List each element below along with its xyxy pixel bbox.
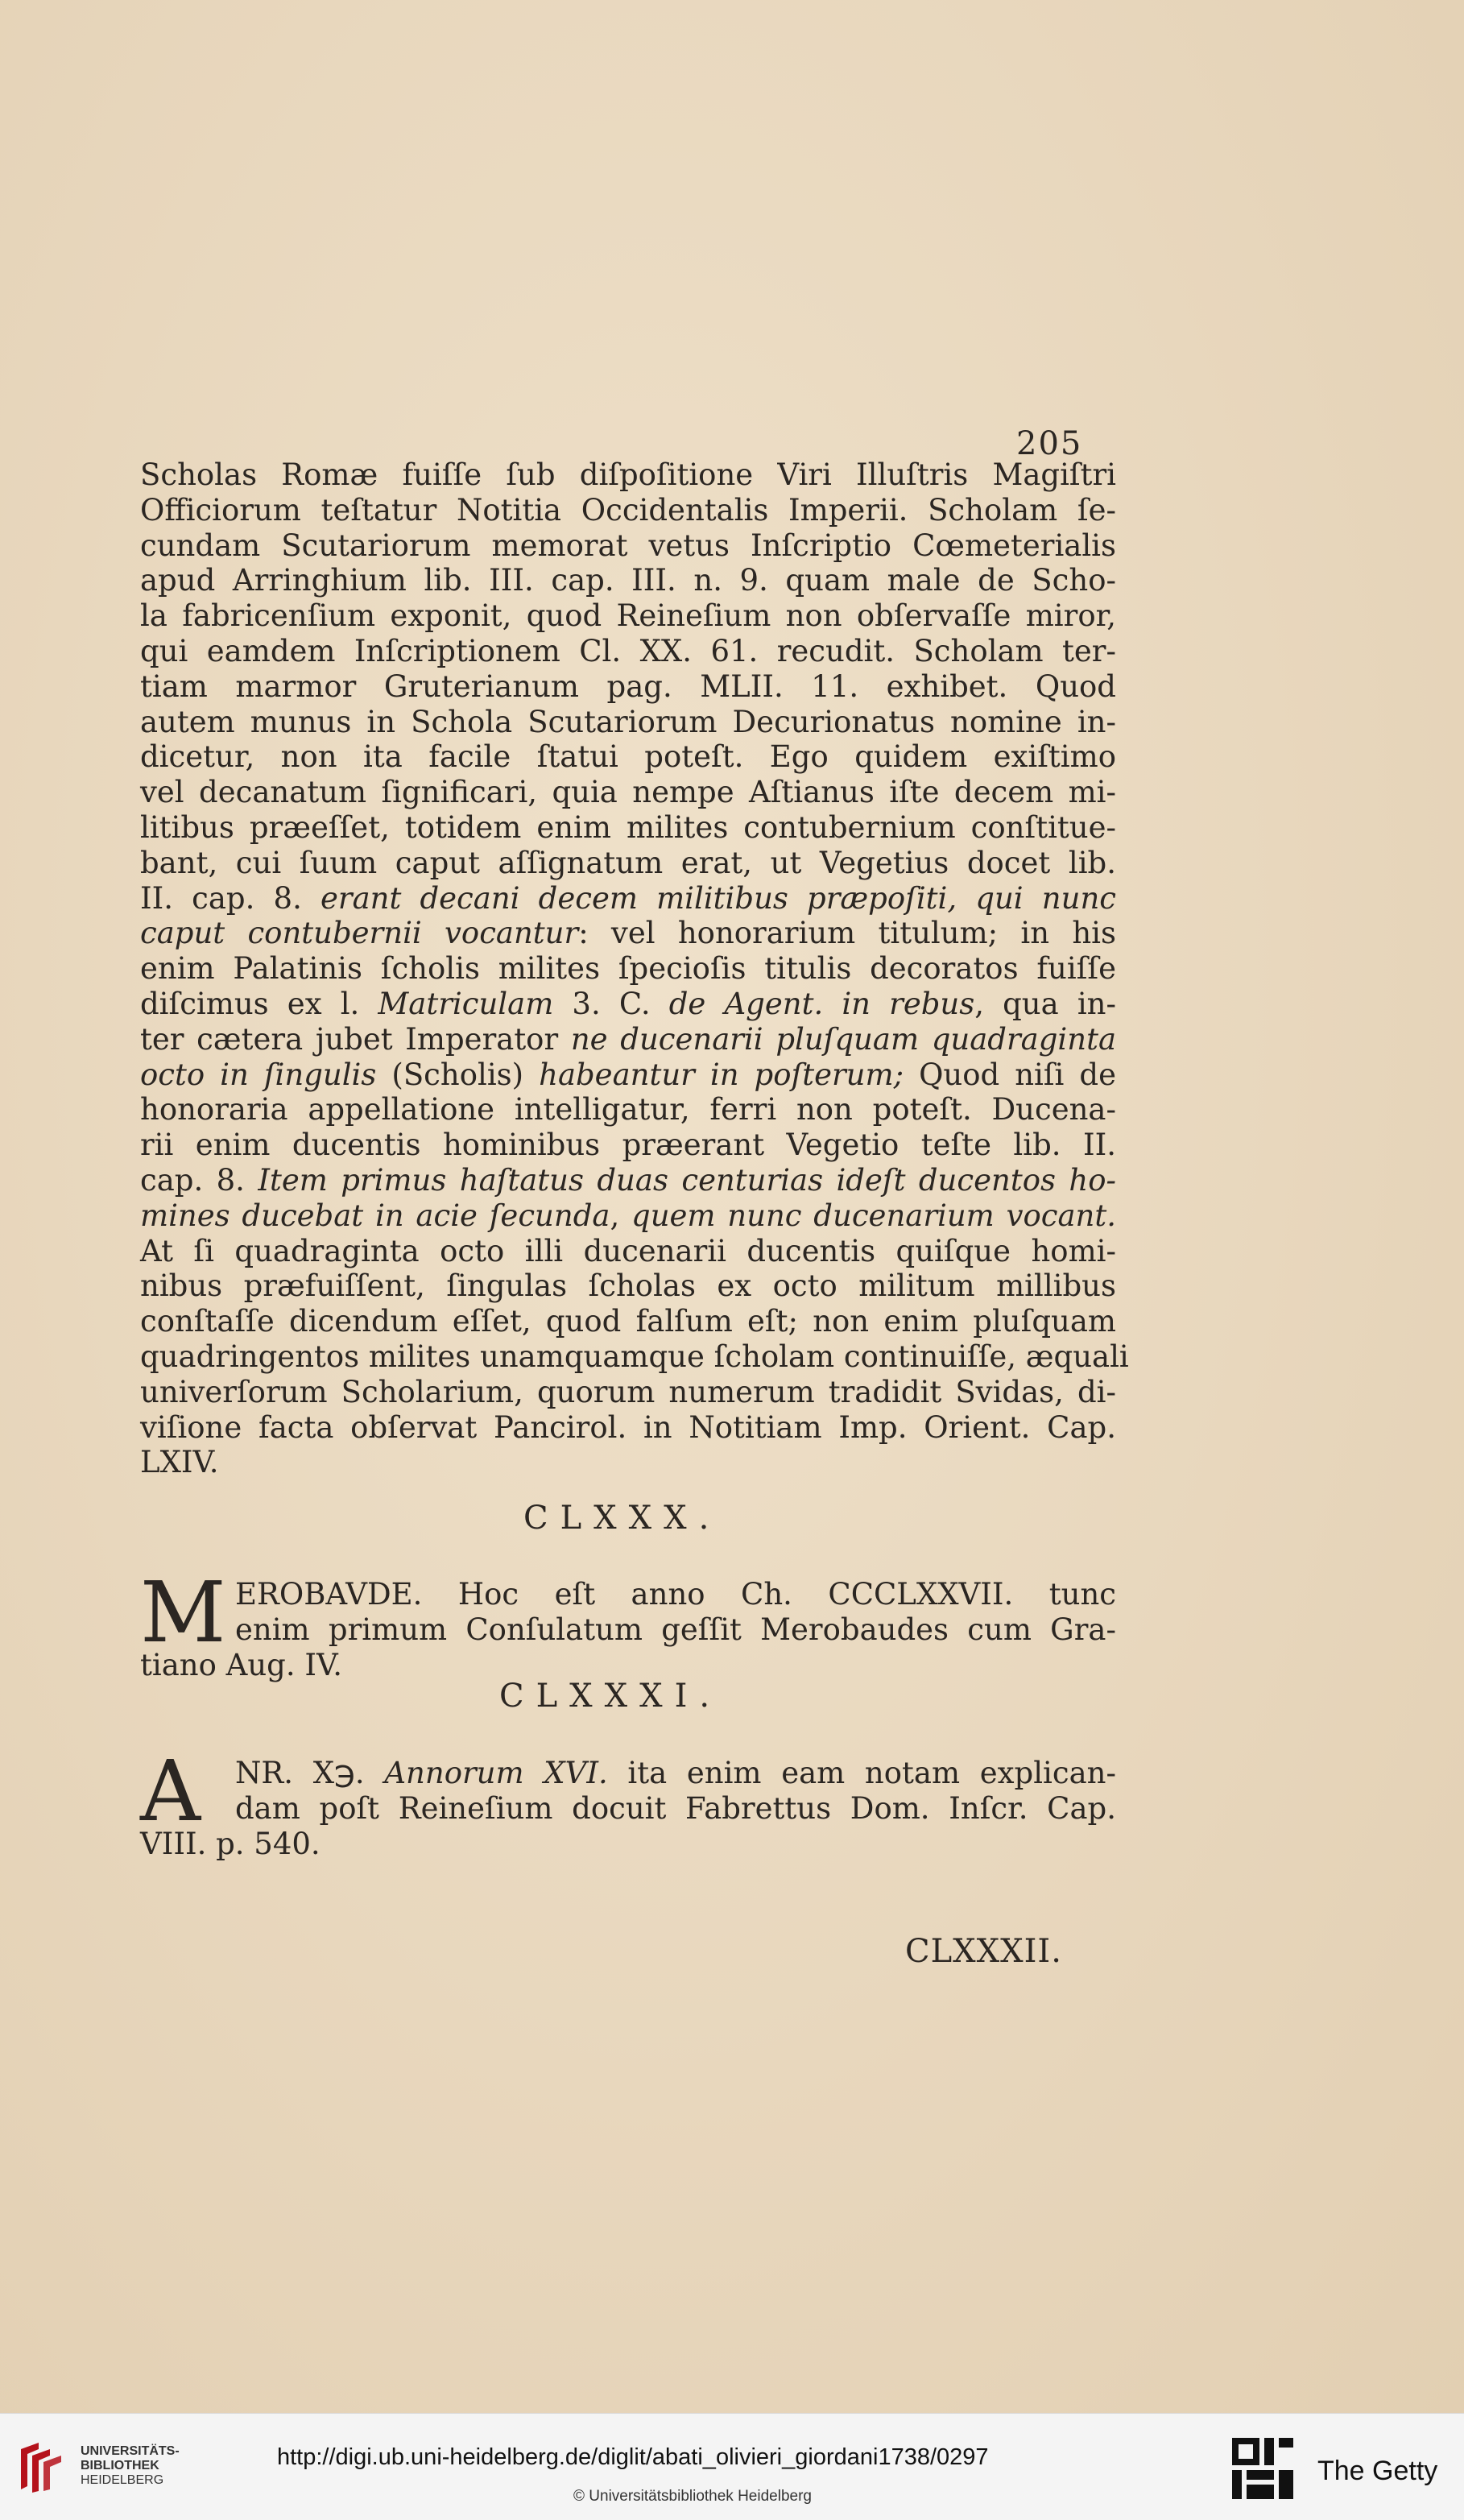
section-entry-180 xyxy=(140,1563,1116,1682)
text-segment: qui eamdem Inſcriptionem Cl. XX. 61. recudit. Scholam ter- xyxy=(140,633,1116,668)
text-segment: dicetur, non ita facile ſtatui poteſt. Ego quidem exiſtimo xyxy=(140,739,1116,775)
text-line xyxy=(140,810,1116,846)
main-paragraph xyxy=(140,457,1129,1480)
getty-logo-icon xyxy=(1232,2438,1293,2499)
drop-cap: M xyxy=(140,1563,226,1661)
italic-segment: Item primus haſtatus duas centurias ideſt ducentos ho- xyxy=(258,1162,1116,1198)
text-line xyxy=(140,1057,1116,1093)
text-segment: Scholas Romæ fuiſſe ſub diſpoſitione Viri Illuſtris Magiſtri xyxy=(140,457,1116,492)
text-line xyxy=(140,669,1116,705)
text-segment: At ſi quadraginta octo illi ducenarii ducentis quiſque homi- xyxy=(140,1233,1116,1268)
text-segment: Quod niſi de xyxy=(904,1057,1116,1092)
italic-segment: caput contubernii vocantur xyxy=(140,916,579,951)
section-entry-181 xyxy=(140,1742,1116,1861)
text-segment: ita enim eam notam explican- xyxy=(607,1756,1116,1790)
text-line xyxy=(140,1268,1116,1304)
text-segment: LXIV. xyxy=(140,1445,219,1480)
text-segment: quadringentos milites unamquamque ſcholam continuiſſe, æquali xyxy=(140,1339,1129,1374)
italic-segment: Annorum XVI. xyxy=(384,1756,608,1790)
text-segment: enim Palatinis ſcholis milites ſpecioſis titulis decoratos fuiſſe xyxy=(140,951,1116,987)
text-line xyxy=(140,1234,1116,1269)
section-heading-181: CLXXXI. xyxy=(499,1678,722,1715)
text-segment: tiano Aug. IV. xyxy=(140,1647,343,1682)
text-segment: NR. X℈. xyxy=(235,1756,385,1790)
text-line xyxy=(140,457,1116,493)
text-segment: nibus præfuiſſent, ſingulas ſcholas ex octo militum millibus xyxy=(140,1268,1116,1304)
italic-segment: Matriculam xyxy=(378,986,554,1021)
text-line xyxy=(140,598,1116,634)
institution-line: HEIDELBERG xyxy=(81,2473,164,2487)
italic-segment: de Agent. in rebus xyxy=(668,986,975,1021)
text-segment: autem munus in Schola Scutariorum Decurionatus nomine in- xyxy=(140,704,1116,739)
text-line xyxy=(140,1827,1116,1862)
institution-line: UNIVERSITÄTS- xyxy=(81,2444,180,2458)
text-segment: viſione facta obſervat Pancirol. in Notitiam Imp. Orient. Cap. xyxy=(140,1409,1116,1445)
text-segment: : vel honorarium titulum; in his xyxy=(578,916,1116,951)
copyright-notice: © Universitätsbibliothek Heidelberg xyxy=(573,2488,812,2505)
text-segment: Officiorum teſtatur Notitia Occidentalis Imperii. Scholam ſe- xyxy=(140,492,1116,528)
text-segment: enim primum Conſulatum geſſit Merobaudes cum Gra- xyxy=(235,1612,1116,1647)
page-number: 205 xyxy=(1016,425,1083,462)
text-line xyxy=(140,1198,1116,1234)
text-segment: , qua in- xyxy=(974,986,1116,1021)
italic-segment: quem nunc ducenarium vocant. xyxy=(631,1198,1116,1233)
italic-segment: octo in ſingulis xyxy=(140,1057,377,1092)
text-line xyxy=(140,1410,1116,1446)
text-segment: (Scholis) xyxy=(376,1057,540,1092)
text-segment: ter cætera jubet Imperator xyxy=(140,1021,571,1057)
text-line xyxy=(140,1577,1116,1612)
text-segment: conſtaſſe dicendum eſſet, quod falſum eſt; non enim pluſquam xyxy=(140,1304,1116,1339)
section-heading-180: CLXXX. xyxy=(523,1500,722,1537)
text-line xyxy=(140,739,1116,775)
text-line xyxy=(140,493,1116,528)
text-segment: rii enim ducentis hominibus præerant Vegetio teſte lib. II. xyxy=(140,1128,1116,1163)
text-line xyxy=(140,916,1116,951)
text-line xyxy=(140,775,1116,810)
text-line xyxy=(140,1022,1116,1057)
text-line xyxy=(140,634,1116,669)
text-segment: vel decanatum ſignificari, quia nempe Aſtianus iſte decem mi- xyxy=(140,775,1116,810)
italic-segment: ne ducenarii pluſquam quadraginta xyxy=(570,1021,1116,1057)
text-segment: cap. 8. xyxy=(140,1162,258,1198)
text-line xyxy=(140,1612,1116,1648)
text-line xyxy=(140,1791,1116,1827)
text-line xyxy=(140,563,1116,598)
italic-segment: habeantur in poſterum; xyxy=(539,1057,904,1092)
text-segment: univerſorum Scholarium, quorum numerum tradidit Svidas, di- xyxy=(140,1374,1116,1409)
text-line xyxy=(140,1128,1116,1163)
text-segment: cundam Scutariorum memorat vetus Inſcriptio Cœmeterialis xyxy=(140,528,1116,563)
viewer-footer xyxy=(0,2413,1464,2520)
text-line xyxy=(140,1375,1116,1410)
text-line xyxy=(140,951,1116,987)
text-segment: bant, cui ſuum caput aſſignatum erat, ut Vegetius docet lib. xyxy=(140,845,1116,880)
text-segment: diſcimus ex l. xyxy=(140,986,378,1021)
permalink-url[interactable]: http://digi.ub.uni-heidelberg.de/diglit/abati_olivieri_giordani1738/0297 xyxy=(277,2444,989,2470)
text-line xyxy=(140,528,1116,564)
text-segment: dam poſt Reineſium docuit Fabrettus Dom. Inſcr. Cap. xyxy=(235,1790,1116,1826)
text-line xyxy=(140,987,1116,1022)
italic-segment: erant decani decem militibus præpoſiti, qui nunc xyxy=(320,880,1116,916)
text-line xyxy=(140,881,1116,917)
text-line xyxy=(140,1092,1116,1128)
institution-name xyxy=(81,2444,180,2488)
institution-line: BIBLIOTHEK xyxy=(81,2459,159,2472)
text-line xyxy=(140,1163,1116,1198)
text-line xyxy=(140,1304,1116,1339)
text-line xyxy=(140,1445,1116,1480)
text-segment: la fabricenſium exponit, quod Reineſium non obſervaſſe miror, xyxy=(140,598,1116,634)
text-segment: EROBAVDE. Hoc eſt anno Ch. CCCLXXVII. tunc xyxy=(235,1577,1116,1612)
text-segment: apud Arringhium lib. III. cap. III. n. 9. quam male de Scho- xyxy=(140,563,1116,598)
drop-cap: A xyxy=(140,1742,201,1840)
text-line xyxy=(140,705,1116,740)
text-segment: litibus præeſſet, totidem enim milites contubernium conſtitue- xyxy=(140,809,1116,845)
text-segment: , xyxy=(610,1198,632,1233)
text-segment: VIII. p. 540. xyxy=(140,1826,321,1861)
text-line xyxy=(140,1756,1116,1791)
text-segment: II. cap. 8. xyxy=(140,880,321,916)
text-line xyxy=(140,846,1116,881)
partner-name: The Getty xyxy=(1317,2456,1438,2486)
university-library-logo-icon xyxy=(14,2441,71,2493)
text-segment: honoraria appellatione intelligatur, ferri non poteſt. Ducena- xyxy=(140,1092,1116,1128)
text-segment: tiam marmor Gruterianum pag. MLII. 11. exhibet. Quod xyxy=(140,668,1116,704)
catchword: CLXXXII. xyxy=(905,1933,1062,1970)
text-segment: 3. C. xyxy=(553,986,669,1021)
text-line xyxy=(140,1339,1129,1375)
italic-segment: mines ducebat in acie ſecunda xyxy=(140,1198,610,1233)
